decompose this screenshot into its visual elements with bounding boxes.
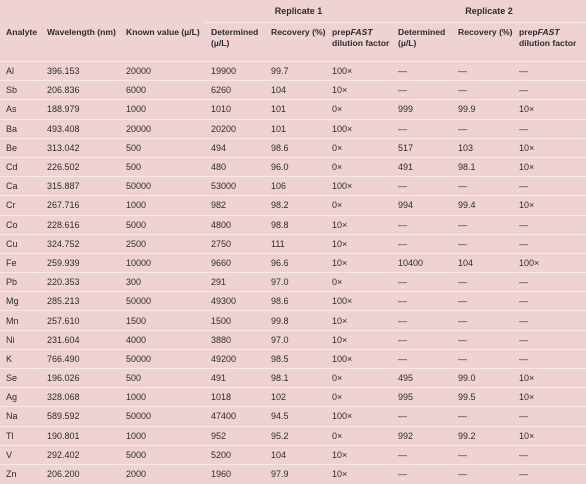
- dilution-1-cell: 100×: [326, 407, 392, 426]
- analyte-cell: Mn: [0, 311, 41, 330]
- dilution-2-cell: 10×: [513, 100, 586, 119]
- determined-1-cell: 4800: [205, 215, 265, 234]
- table-row: [0, 292, 586, 311]
- known-value-cell: 5000: [120, 215, 205, 234]
- analyte-cell: Zn: [0, 464, 41, 483]
- table-row: [0, 388, 586, 407]
- replicate-2-header: Replicate 2: [392, 0, 586, 23]
- determined-2-cell: —: [392, 407, 452, 426]
- known-value-cell: 4000: [120, 330, 205, 349]
- recovery-1-cell: 95.2: [265, 426, 326, 445]
- determined-header-1: [205, 23, 265, 62]
- analyte-cell: Co: [0, 215, 41, 234]
- known-value-cell: 500: [120, 138, 205, 157]
- analyte-cell: As: [0, 100, 41, 119]
- table-row: [0, 138, 586, 157]
- dilution-header-2: [513, 23, 586, 62]
- known-value-cell: 50000: [120, 292, 205, 311]
- determined-1-cell: 19900: [205, 62, 265, 81]
- dilution-1-cell: 0×: [326, 388, 392, 407]
- determined-2-cell: —: [392, 234, 452, 253]
- dilution-2-cell: —: [513, 464, 586, 483]
- dilution-2-cell: 10×: [513, 138, 586, 157]
- dilution-2-cell: —: [513, 234, 586, 253]
- determined-2-cell: —: [392, 445, 452, 464]
- dilution-2-cell: 10×: [513, 157, 586, 176]
- wavelength-cell: 493.408: [41, 119, 120, 138]
- known-value-cell: 2000: [120, 464, 205, 483]
- wavelength-cell: 589.592: [41, 407, 120, 426]
- known-value-cell: 50000: [120, 407, 205, 426]
- determined-1-cell: 952: [205, 426, 265, 445]
- dilution-2-cell: —: [513, 273, 586, 292]
- dilution-1-cell: 10×: [326, 215, 392, 234]
- wavelength-cell: 196.026: [41, 369, 120, 388]
- known-value-cell: 2500: [120, 234, 205, 253]
- recovery-1-cell: 111: [265, 234, 326, 253]
- determined-2-cell: 995: [392, 388, 452, 407]
- determined-2-cell: 491: [392, 157, 452, 176]
- recovery-2-cell: 103: [452, 138, 513, 157]
- analyte-header: Analyte: [6, 26, 38, 37]
- wavelength-cell: 190.801: [41, 426, 120, 445]
- dilution-italic: FAST: [350, 27, 373, 37]
- recovery-1-cell: 99.7: [265, 62, 326, 81]
- analyte-cell: Cr: [0, 196, 41, 215]
- determined-1-cell: 49300: [205, 292, 265, 311]
- wavelength-cell: 285.213: [41, 292, 120, 311]
- table-row: [0, 273, 586, 292]
- determined-1-cell: 1960: [205, 464, 265, 483]
- recovery-1-cell: 98.8: [265, 215, 326, 234]
- wavelength-cell: 257.610: [41, 311, 120, 330]
- table-row: [0, 445, 586, 464]
- determined-1-cell: 53000: [205, 177, 265, 196]
- determined-2-cell: —: [392, 349, 452, 368]
- determined-2-cell: —: [392, 119, 452, 138]
- determined-2-cell: 994: [392, 196, 452, 215]
- dilution-2-cell: —: [513, 349, 586, 368]
- wavelength-cell: 328.068: [41, 388, 120, 407]
- determined-1-cell: 982: [205, 196, 265, 215]
- dilution-2-cell: —: [513, 177, 586, 196]
- table-row: [0, 369, 586, 388]
- table-row: [0, 177, 586, 196]
- known-value-cell: 1500: [120, 311, 205, 330]
- dilution-1-cell: 10×: [326, 253, 392, 272]
- known-value-cell: 50000: [120, 349, 205, 368]
- determined-1-cell: 47400: [205, 407, 265, 426]
- table-row: [0, 330, 586, 349]
- wavelength-cell: 231.604: [41, 330, 120, 349]
- analyte-cell: Al: [0, 62, 41, 81]
- known-value-cell: 50000: [120, 177, 205, 196]
- known-value-cell: 20000: [120, 62, 205, 81]
- recovery-2-cell: 99.2: [452, 426, 513, 445]
- dilution-prefix: prep: [519, 27, 538, 37]
- recovery-header-2: Recovery (%): [458, 27, 513, 37]
- recovery-2-cell: 99.0: [452, 369, 513, 388]
- recovery-2-cell: 104: [452, 253, 513, 272]
- wavelength-cell: 292.402: [41, 445, 120, 464]
- recovery-2-cell: —: [452, 292, 513, 311]
- wavelength-cell: 315.887: [41, 177, 120, 196]
- wavelength-cell: 188.979: [41, 100, 120, 119]
- wavelength-cell: 766.490: [41, 349, 120, 368]
- table-row: [0, 157, 586, 176]
- recovery-1-cell: 94.5: [265, 407, 326, 426]
- dilution-1-cell: 100×: [326, 292, 392, 311]
- dilution-italic: FAST: [537, 27, 560, 37]
- table-row: [0, 426, 586, 445]
- recovery-2-cell: —: [452, 62, 513, 81]
- dilution-1-cell: 10×: [326, 445, 392, 464]
- wavelength-header: Wavelength (nm): [47, 26, 116, 37]
- dilution-2-cell: 100×: [513, 253, 586, 272]
- determined-2-cell: —: [392, 273, 452, 292]
- dilution-2-cell: 10×: [513, 196, 586, 215]
- table-row: [0, 215, 586, 234]
- table-row: [0, 119, 586, 138]
- known-value-cell: 20000: [120, 119, 205, 138]
- determined-1-cell: 1018: [205, 388, 265, 407]
- dilution-1-cell: 10×: [326, 234, 392, 253]
- wavelength-cell: 267.716: [41, 196, 120, 215]
- dilution-header-line-1: [519, 27, 586, 38]
- known-value-cell: 1000: [120, 426, 205, 445]
- determined-1-cell: 2750: [205, 234, 265, 253]
- replicate-header-row: [0, 0, 586, 23]
- recovery-2-cell: —: [452, 445, 513, 464]
- wavelength-cell: 220.353: [41, 273, 120, 292]
- recovery-1-cell: 104: [265, 445, 326, 464]
- analyte-cell: Ba: [0, 119, 41, 138]
- recovery-1-cell: 98.5: [265, 349, 326, 368]
- recovery-2-cell: —: [452, 464, 513, 483]
- table-row: [0, 81, 586, 100]
- dilution-1-cell: 0×: [326, 273, 392, 292]
- dilution-2-cell: —: [513, 445, 586, 464]
- wavelength-cell: 206.200: [41, 464, 120, 483]
- determined-1-cell: 49200: [205, 349, 265, 368]
- determined-2-cell: 999: [392, 100, 452, 119]
- table-row: [0, 234, 586, 253]
- recovery-2-cell: —: [452, 119, 513, 138]
- determined-1-cell: 494: [205, 138, 265, 157]
- dilution-1-cell: 0×: [326, 138, 392, 157]
- determined-1-cell: 1500: [205, 311, 265, 330]
- table-row: [0, 62, 586, 81]
- analyte-cell: Ni: [0, 330, 41, 349]
- recovery-1-cell: 102: [265, 388, 326, 407]
- dilution-prefix: prep: [332, 27, 351, 37]
- recovery-1-cell: 97.0: [265, 273, 326, 292]
- dilution-header-line-1: [332, 27, 392, 38]
- determined-1-cell: 491: [205, 369, 265, 388]
- determined-2-cell: —: [392, 292, 452, 311]
- recovery-header-1: Recovery (%): [271, 27, 326, 37]
- recovery-1-cell: 98.6: [265, 138, 326, 157]
- analyte-cell: Pb: [0, 273, 41, 292]
- table-row: [0, 196, 586, 215]
- dilution-2-cell: —: [513, 407, 586, 426]
- dilution-2-cell: —: [513, 311, 586, 330]
- determined-2-cell: —: [392, 62, 452, 81]
- recovery-1-cell: 106: [265, 177, 326, 196]
- recovery-1-cell: 96.6: [265, 253, 326, 272]
- known-value-cell: 6000: [120, 81, 205, 100]
- recovery-2-cell: —: [452, 311, 513, 330]
- analyte-cell: Cd: [0, 157, 41, 176]
- determined-2-cell: 10400: [392, 253, 452, 272]
- dilution-2-cell: 10×: [513, 369, 586, 388]
- known-value-header: Known value (µ/L): [126, 26, 200, 37]
- determined-2-cell: —: [392, 330, 452, 349]
- dilution-1-cell: 0×: [326, 369, 392, 388]
- determined-1-cell: 9660: [205, 253, 265, 272]
- dilution-1-cell: 10×: [326, 311, 392, 330]
- determined-2-cell: 992: [392, 426, 452, 445]
- recovery-2-cell: 99.5: [452, 388, 513, 407]
- table-row: [0, 100, 586, 119]
- dilution-1-cell: 10×: [326, 464, 392, 483]
- wavelength-cell: 206.836: [41, 81, 120, 100]
- dilution-1-cell: 100×: [326, 349, 392, 368]
- determined-2-cell: 517: [392, 138, 452, 157]
- recovery-2-cell: —: [452, 349, 513, 368]
- table-row: [0, 464, 586, 483]
- wavelength-cell: 396.153: [41, 62, 120, 81]
- dilution-2-cell: —: [513, 119, 586, 138]
- determined-1-cell: 6260: [205, 81, 265, 100]
- analyte-cell: Ag: [0, 388, 41, 407]
- determined-2-cell: —: [392, 177, 452, 196]
- determined-1-cell: 3880: [205, 330, 265, 349]
- known-value-cell: 500: [120, 369, 205, 388]
- column-header-row: [0, 23, 586, 62]
- recovery-2-cell: —: [452, 81, 513, 100]
- analyte-cell: Tl: [0, 426, 41, 445]
- recovery-1-cell: 98.1: [265, 369, 326, 388]
- wavelength-cell: 313.042: [41, 138, 120, 157]
- determined-1-cell: 291: [205, 273, 265, 292]
- determined-header-line-2: (µ/L): [211, 38, 230, 48]
- recovery-2-cell: —: [452, 407, 513, 426]
- determined-2-cell: —: [392, 311, 452, 330]
- analyte-cell: K: [0, 349, 41, 368]
- analyte-cell: Cu: [0, 234, 41, 253]
- table-body: [0, 62, 586, 484]
- recovery-2-cell: —: [452, 215, 513, 234]
- dilution-1-cell: 0×: [326, 426, 392, 445]
- dilution-1-cell: 10×: [326, 81, 392, 100]
- dilution-header-line-2: dilution factor: [332, 38, 390, 48]
- dilution-1-cell: 100×: [326, 119, 392, 138]
- determined-1-cell: 5200: [205, 445, 265, 464]
- known-value-cell: 300: [120, 273, 205, 292]
- recovery-1-cell: 101: [265, 100, 326, 119]
- recovery-1-cell: 101: [265, 119, 326, 138]
- determined-header-line-1: Determined: [398, 27, 446, 37]
- determined-1-cell: 1010: [205, 100, 265, 119]
- table-row: [0, 407, 586, 426]
- dilution-1-cell: 0×: [326, 100, 392, 119]
- dilution-1-cell: 0×: [326, 196, 392, 215]
- determined-1-cell: 480: [205, 157, 265, 176]
- known-value-cell: 500: [120, 157, 205, 176]
- analyte-cell: Be: [0, 138, 41, 157]
- determined-header-line-2: (µ/L): [398, 38, 417, 48]
- known-value-cell: 10000: [120, 253, 205, 272]
- analyte-cell: Mg: [0, 292, 41, 311]
- dilution-2-cell: —: [513, 62, 586, 81]
- determined-2-cell: —: [392, 464, 452, 483]
- recovery-1-cell: 96.0: [265, 157, 326, 176]
- dilution-2-cell: —: [513, 81, 586, 100]
- known-value-cell: 1000: [120, 196, 205, 215]
- table-row: [0, 311, 586, 330]
- analyte-cell: V: [0, 445, 41, 464]
- recovery-2-cell: —: [452, 273, 513, 292]
- recovery-2-cell: —: [452, 177, 513, 196]
- wavelength-cell: 259.939: [41, 253, 120, 272]
- dilution-header-line-2: dilution factor: [519, 38, 577, 48]
- wavelength-cell: 228.616: [41, 215, 120, 234]
- recovery-1-cell: 97.9: [265, 464, 326, 483]
- recovery-1-cell: 104: [265, 81, 326, 100]
- recovery-1-cell: 99.8: [265, 311, 326, 330]
- recovery-1-cell: 97.0: [265, 330, 326, 349]
- known-value-cell: 1000: [120, 100, 205, 119]
- table-row: [0, 253, 586, 272]
- dilution-2-cell: 10×: [513, 388, 586, 407]
- known-value-cell: 1000: [120, 388, 205, 407]
- dilution-1-cell: 0×: [326, 157, 392, 176]
- recovery-2-cell: 99.9: [452, 100, 513, 119]
- determined-2-cell: —: [392, 215, 452, 234]
- determined-1-cell: 20200: [205, 119, 265, 138]
- dilution-2-cell: —: [513, 215, 586, 234]
- determined-2-cell: —: [392, 81, 452, 100]
- dilution-1-cell: 100×: [326, 62, 392, 81]
- wavelength-cell: 226.502: [41, 157, 120, 176]
- analyte-cell: Se: [0, 369, 41, 388]
- dilution-1-cell: 10×: [326, 330, 392, 349]
- analyte-cell: Fe: [0, 253, 41, 272]
- recovery-1-cell: 98.2: [265, 196, 326, 215]
- replicate-1-header: Replicate 1: [205, 0, 392, 23]
- replicate-spacer: [0, 0, 205, 23]
- analyte-cell: Na: [0, 407, 41, 426]
- recovery-2-cell: —: [452, 330, 513, 349]
- recovery-2-cell: 99.4: [452, 196, 513, 215]
- known-value-cell: 5000: [120, 445, 205, 464]
- determined-header-line-1: Determined: [211, 27, 259, 37]
- analyte-cell: Ca: [0, 177, 41, 196]
- determined-2-cell: 495: [392, 369, 452, 388]
- recovery-2-cell: 98.1: [452, 157, 513, 176]
- dilution-2-cell: —: [513, 330, 586, 349]
- dilution-header-1: [326, 23, 392, 62]
- recovery-2-cell: —: [452, 234, 513, 253]
- table-row: [0, 349, 586, 368]
- recovery-1-cell: 98.6: [265, 292, 326, 311]
- determined-header-2: [392, 23, 452, 62]
- dilution-1-cell: 100×: [326, 177, 392, 196]
- wavelength-cell: 324.752: [41, 234, 120, 253]
- dilution-2-cell: 10×: [513, 426, 586, 445]
- analyte-cell: Sb: [0, 81, 41, 100]
- dilution-2-cell: —: [513, 292, 586, 311]
